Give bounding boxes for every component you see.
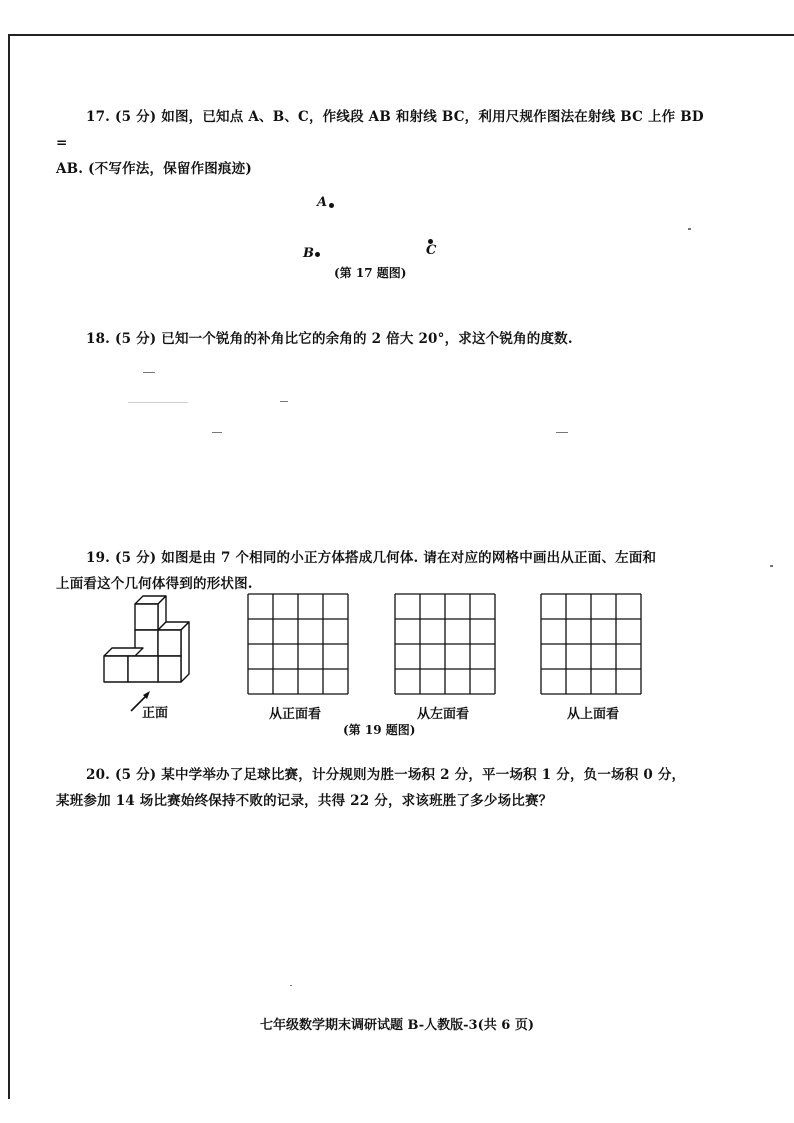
scan-speck xyxy=(688,228,691,230)
scan-speck xyxy=(290,985,292,986)
page-border-left xyxy=(8,34,10,1099)
scan-speck xyxy=(770,565,773,567)
question-20-line-2: 某班参加 14 场比赛始终保持不败的记录，共得 22 分，求该班胜了多少场比赛？ xyxy=(56,793,553,809)
point-b-dot xyxy=(315,252,320,257)
question-19 xyxy=(56,545,706,597)
question-20-line-1: 20. (5 分) 某中学举办了足球比赛，计分规则为胜一场积 2 分，平一场积 1 分，负一场积 0 分， xyxy=(86,767,686,783)
question-18-text: 18. (5 分) 已知一个锐角的补角比它的余角的 2 倍大 20°，求这个锐角的度数. xyxy=(86,331,573,347)
answer-grid-front xyxy=(247,593,349,695)
question-20 xyxy=(56,762,706,814)
page-border-top xyxy=(8,34,794,36)
grid-label-front: 从正面看 xyxy=(268,707,321,722)
page-footer: 七年级数学期末调研试题 B-人教版-3(共 6 页) xyxy=(260,1018,534,1033)
answer-grid-top xyxy=(540,593,642,695)
scan-speck xyxy=(556,432,568,433)
question-19-line-1: 19. (5 分) 如图是由 7 个相同的小正方体搭成几何体. 请在对应的网格中画出从正面、左面和 xyxy=(86,550,657,566)
point-a-label: A xyxy=(317,195,328,210)
figure-19-caption: (第 19 题图) xyxy=(343,723,416,737)
point-a-dot xyxy=(329,203,334,208)
grid-label-left: 从左面看 xyxy=(416,707,469,722)
question-18 xyxy=(56,326,706,352)
question-17-line-2: AB. (不写作法，保留作图痕迹) xyxy=(56,161,252,177)
cube-solid-figure xyxy=(98,592,198,688)
point-b-label: B xyxy=(303,246,314,261)
question-17-line-1: 17. (5 分) 如图，已知点 A、B、C，作线段 AB 和射线 BC，利用尺规作图法在射线 BC 上作 BD = xyxy=(56,109,704,151)
scan-speck xyxy=(143,372,155,373)
grid-label-top: 从上面看 xyxy=(566,707,619,722)
front-label: 正面 xyxy=(142,706,169,721)
scan-speck xyxy=(128,402,188,403)
question-19-line-2: 上面看这个几何体得到的形状图. xyxy=(56,576,253,592)
question-17 xyxy=(56,104,706,182)
figure-17-caption: (第 17 题图) xyxy=(334,266,407,280)
point-c-label: C xyxy=(426,243,437,258)
scan-speck xyxy=(212,432,222,433)
scan-speck xyxy=(280,401,288,402)
answer-grid-left xyxy=(394,593,496,695)
